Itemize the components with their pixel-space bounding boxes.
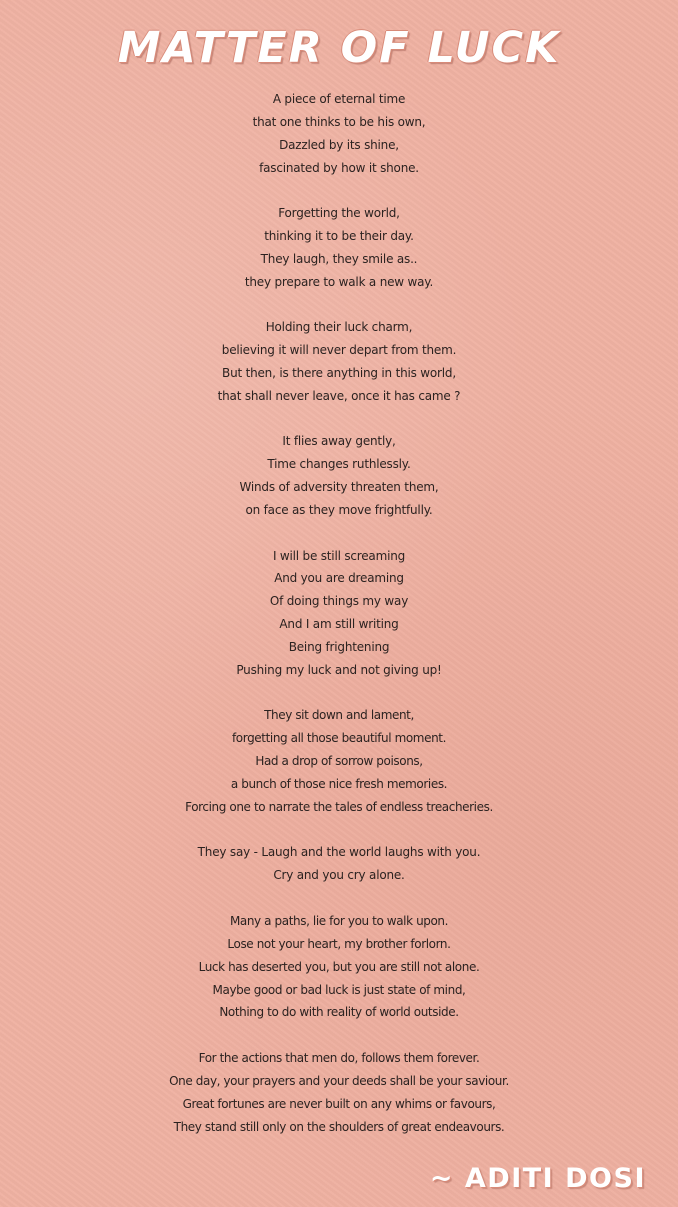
poem-line: Holding their luck charm,: [265, 320, 413, 335]
stanza-9: [0, 1047, 678, 1139]
poem-line: believing it will never depart from them.: [221, 343, 457, 358]
stanza-1: [0, 88, 678, 180]
poem-line: Great fortunes are never built on any whims or favours,: [182, 1096, 496, 1111]
poem-line: A piece of eternal time: [272, 92, 406, 106]
poem-line: And you are dreaming: [274, 571, 404, 586]
poem-line: thinking it to be their day.: [264, 229, 414, 244]
poem-line: on face as they move frightfully.: [245, 503, 433, 518]
poem-line: Of doing things my way: [269, 594, 409, 609]
poem-line: Lose not your heart, my brother forlorn.: [227, 936, 451, 951]
poem-line: They laugh, they smile as..: [260, 251, 418, 266]
poem-line: For the actions that men do, follows them forever.: [198, 1050, 480, 1065]
poem-line: One day, your prayers and your deeds shall be your saviour.: [169, 1073, 509, 1088]
poem-line: fascinated by how it shone.: [259, 160, 419, 175]
poem-line: Cry and you cry alone.: [273, 868, 405, 883]
poem-line: They say - Laugh and the world laughs with you.: [197, 845, 481, 860]
stanza-5: [0, 545, 678, 682]
poem-line: I will be still screaming: [272, 548, 406, 563]
stanza-2: [0, 202, 678, 294]
poem-line: that shall never leave, once it has came ?: [217, 388, 461, 403]
poem-line: they prepare to walk a new way.: [244, 274, 434, 289]
poem-line: Forgetting the world,: [278, 206, 400, 221]
poem-line: Time changes ruthlessly.: [267, 457, 411, 472]
poem-line: And I am still writing: [279, 617, 399, 632]
poem-line: Nothing to do with reality of world outside.: [219, 1005, 459, 1020]
stanza-8: [0, 910, 678, 1025]
stanza-6: [0, 704, 678, 819]
poem-line: forgetting all those beautiful moment.: [231, 731, 446, 746]
stanza-4: [0, 430, 678, 522]
poem-body: [0, 88, 678, 1161]
poem-line: that one thinks to be his own,: [252, 114, 426, 129]
poem-line: Winds of adversity threaten them,: [239, 480, 439, 495]
poem-line: Many a paths, lie for you to walk upon.: [229, 913, 449, 928]
poem-line: Pushing my luck and not giving up!: [236, 663, 442, 678]
stanza-3: [0, 316, 678, 408]
poem-line: Being frightening: [288, 640, 390, 655]
author-signature: ~ ADITI DOSI: [429, 1163, 646, 1194]
poem-line: Dazzled by its shine,: [279, 137, 399, 152]
poem-line: But then, is there anything in this world,: [222, 366, 456, 381]
poem-line: a bunch of those nice fresh memories.: [230, 777, 448, 792]
poem-title: MATTER OF LUCK: [117, 23, 561, 73]
poem-line: Had a drop of sorrow poisons,: [255, 754, 423, 769]
stanza-7: [0, 841, 678, 887]
poem-line: Luck has deserted you, but you are still not alone.: [198, 959, 480, 974]
poem-line: They stand still only on the shoulders of great endeavours.: [173, 1119, 505, 1134]
poem-line: Forcing one to narrate the tales of endless treacheries.: [185, 800, 493, 815]
poem-line: Maybe good or bad luck is just state of mind,: [212, 982, 466, 997]
poem-line: It flies away gently,: [282, 434, 396, 449]
poem-line: They sit down and lament,: [264, 708, 414, 723]
